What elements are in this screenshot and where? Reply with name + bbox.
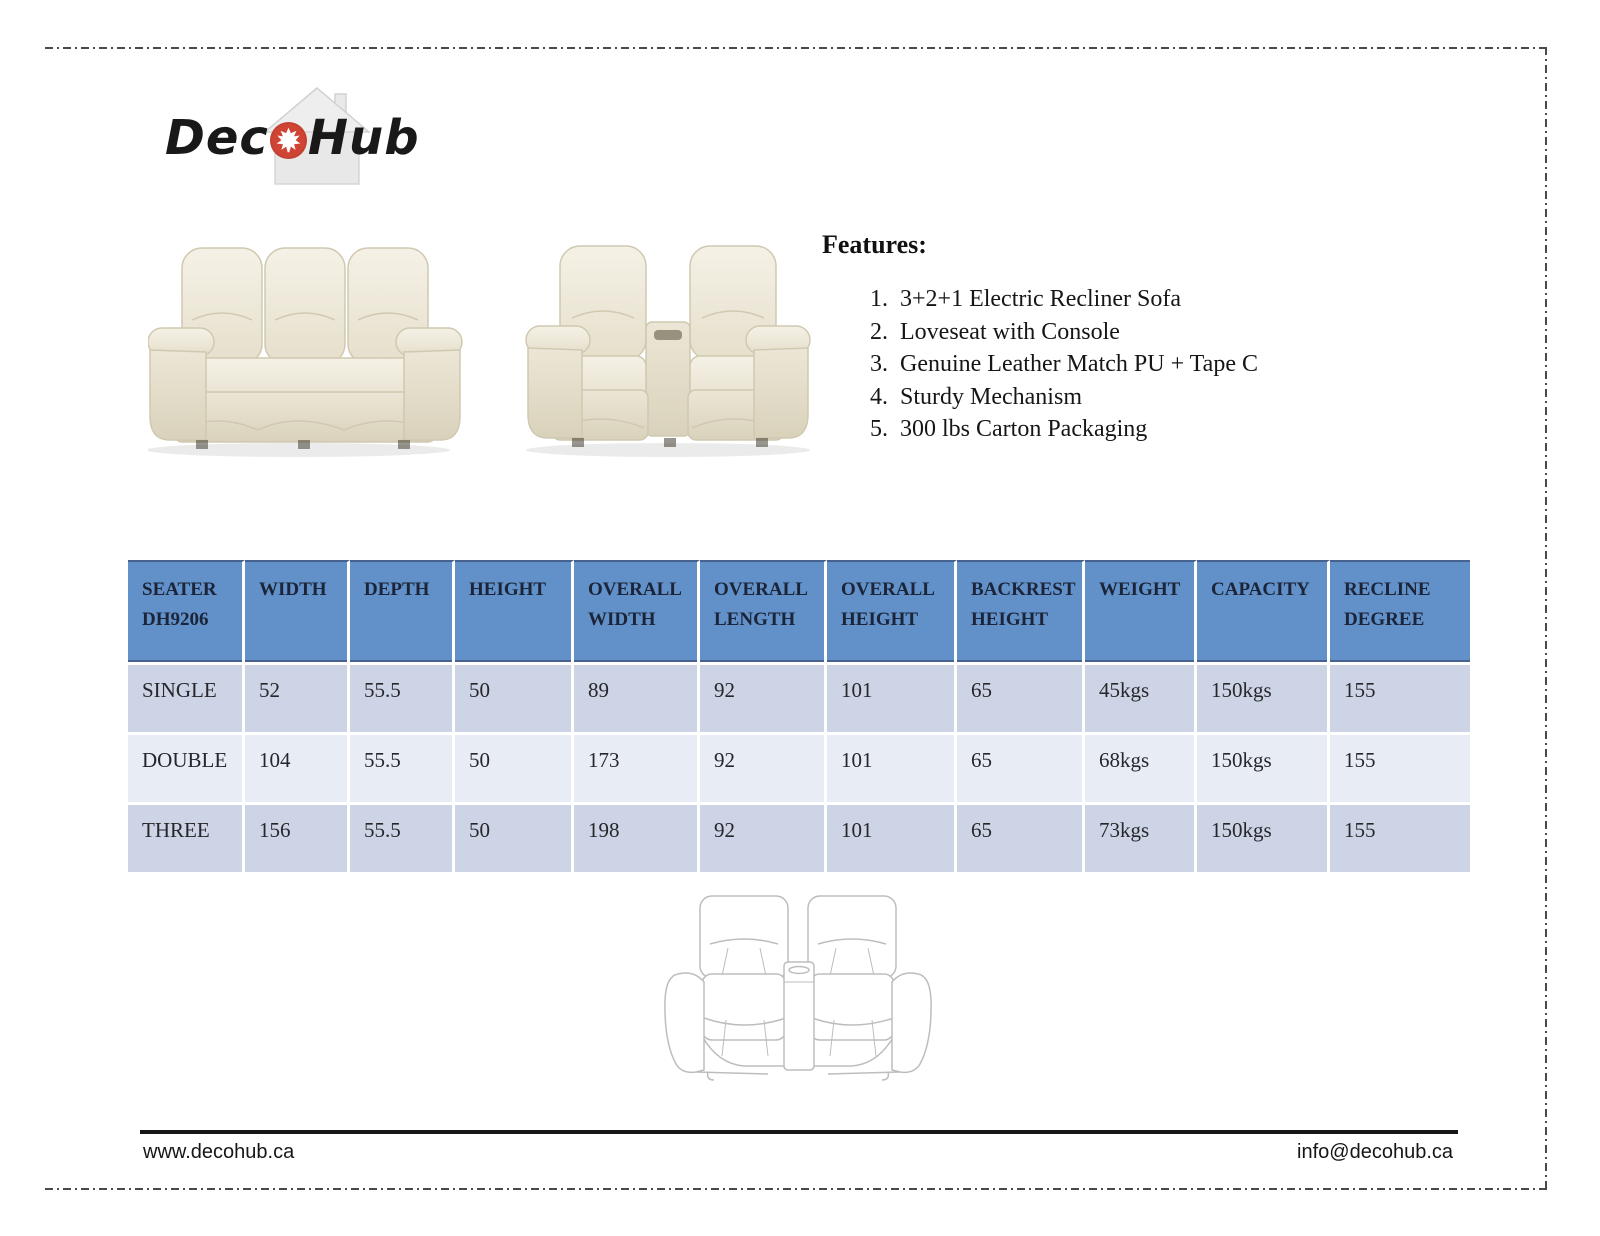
- spec-table-cell: 155: [1330, 735, 1470, 805]
- spec-table-cell: 50: [455, 735, 574, 805]
- spec-table-header-cell: HEIGHT: [455, 560, 574, 665]
- spec-table-header-cell: WIDTH: [245, 560, 350, 665]
- spec-table-cell: 156: [245, 805, 350, 872]
- spec-table-header-cell: DEPTH: [350, 560, 455, 665]
- feature-item: 2. Loveseat with Console: [894, 316, 1422, 349]
- spec-table-cell: 155: [1330, 805, 1470, 872]
- spec-table-cell: 92: [700, 735, 827, 805]
- spec-table-header-cell: OVERALL HEIGHT: [827, 560, 957, 665]
- spec-table-cell: 65: [957, 805, 1085, 872]
- spec-table-cell: 150kgs: [1197, 805, 1330, 872]
- spec-table-cell: 55.5: [350, 665, 455, 735]
- spec-table-cell: 150kgs: [1197, 735, 1330, 805]
- logo-text: [165, 110, 420, 166]
- spec-table-cell: 173: [574, 735, 700, 805]
- decohub-logo: [165, 86, 445, 186]
- spec-table-cell: 73kgs: [1085, 805, 1197, 872]
- spec-table-cell: 55.5: [350, 735, 455, 805]
- feature-item: 3. Genuine Leather Match PU + Tape C: [894, 348, 1422, 381]
- spec-table-cell: 101: [827, 735, 957, 805]
- three-seat-sofa-photo: [148, 248, 462, 457]
- logo-text-prefix: Dec: [165, 110, 269, 166]
- spec-table-cell: 92: [700, 805, 827, 872]
- spec-table-cell: 150kgs: [1197, 665, 1330, 735]
- features-list: [822, 283, 1422, 446]
- spec-table-cell: 155: [1330, 665, 1470, 735]
- spec-table-header-cell: OVERALL WIDTH: [574, 560, 700, 665]
- spec-table: [128, 560, 1470, 872]
- spec-table-cell: 52: [245, 665, 350, 735]
- spec-table-cell: 101: [827, 805, 957, 872]
- spec-table-cell: 65: [957, 735, 1085, 805]
- spec-table-cell: 65: [957, 665, 1085, 735]
- feature-item: 1. 3+2+1 Electric Recliner Sofa: [894, 283, 1422, 316]
- spec-table-header-cell: RECLINE DEGREE: [1330, 560, 1470, 665]
- features-title: Features:: [822, 230, 927, 259]
- spec-table-row-label: SINGLE: [128, 665, 245, 735]
- footer-divider: [140, 1130, 1458, 1134]
- spec-table-header-cell: BACKREST HEIGHT: [957, 560, 1085, 665]
- spec-table-cell: 104: [245, 735, 350, 805]
- page-border-right: [1545, 47, 1547, 1190]
- maple-leaf-icon: [270, 122, 307, 159]
- spec-table-cell: 198: [574, 805, 700, 872]
- spec-table-cell: 55.5: [350, 805, 455, 872]
- page-border-bottom: [45, 1188, 1547, 1190]
- features-section: [822, 230, 1422, 446]
- spec-table-cell: 68kgs: [1085, 735, 1197, 805]
- footer-email-link[interactable]: info@decohub.ca: [1297, 1141, 1453, 1163]
- spec-table-cell: 89: [574, 665, 700, 735]
- spec-table-cell: 92: [700, 665, 827, 735]
- feature-item: 4. Sturdy Mechanism: [894, 381, 1422, 414]
- feature-item: 5. 300 lbs Carton Packaging: [894, 413, 1422, 446]
- spec-table-cell: 45kgs: [1085, 665, 1197, 735]
- loveseat-line-drawing: [648, 886, 948, 1086]
- spec-table-header-cell: OVERALL LENGTH: [700, 560, 827, 665]
- spec-table-header-cell: CAPACITY: [1197, 560, 1330, 665]
- loveseat-photo: [526, 246, 810, 457]
- spec-table-cell: 101: [827, 665, 957, 735]
- footer-website-link[interactable]: www.decohub.ca: [143, 1141, 295, 1163]
- spec-table-header-cell: SEATER DH9206: [128, 560, 245, 665]
- spec-table-cell: 50: [455, 805, 574, 872]
- spec-table-row-label: THREE: [128, 805, 245, 872]
- page-border-top: [45, 47, 1547, 49]
- spec-table-cell: 50: [455, 665, 574, 735]
- product-photo-sofas: [148, 240, 823, 462]
- spec-table-header-cell: WEIGHT: [1085, 560, 1197, 665]
- spec-table-row-label: DOUBLE: [128, 735, 245, 805]
- logo-text-suffix: Hub: [307, 110, 420, 166]
